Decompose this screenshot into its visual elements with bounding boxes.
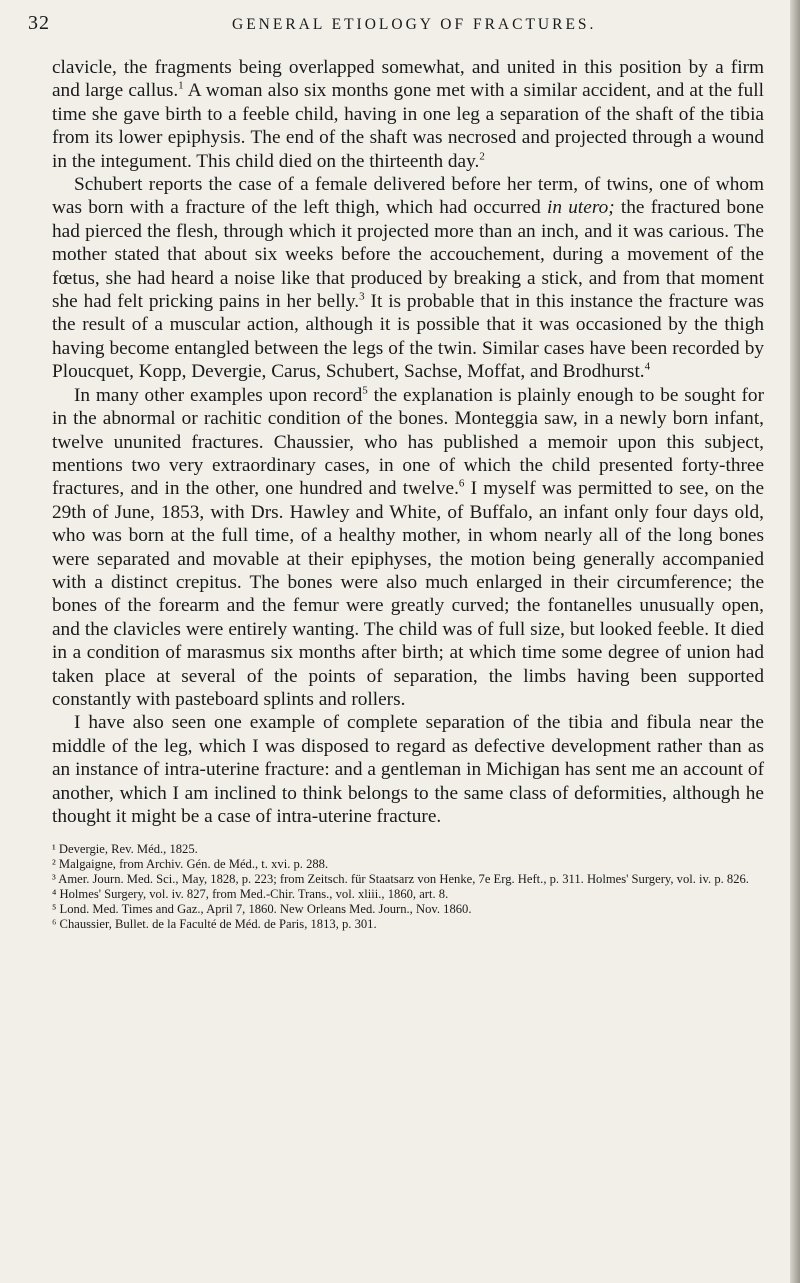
page-number: 32 xyxy=(28,12,50,34)
footnote-marker: 2 xyxy=(479,150,485,163)
footnote: ⁶ Chaussier, Bullet. de la Faculté de Méd. de Paris, 1813, p. 301. xyxy=(52,917,377,932)
paragraph: Schubert reports the case of a female delivered before her term, of twins, one of whom was born with a fracture of the left thigh, which had occurred in utero; the fractured bone had pierced the flesh, through which it projected more than an inch, and it was carious. The mother stated that about six weeks before the accouchement, during a movement of the fœtus, she had heard a noise like that produced by breaking a stick, and from that moment she had felt pricking pains in her belly.$^3$ It is probable that in this instance the fracture was the result of a muscular action, although it is possible that it was occasioned by the thigh having become entangled between the legs of the twin. Similar cases have been recorded by Ploucquet, Kopp, Devergie, Carus, Schubert, Sachse, Moffat, and Brodhurst.$^4$ xyxy=(52,174,765,383)
footnotes xyxy=(52,842,764,932)
footnote-marker: 4 xyxy=(644,360,651,373)
paragraph: In many other examples upon record$^5$ the explanation is plainly enough to be sought for in the abnormal or rachitic condition of the bones. Monteggia saw, in a newly born infant, twelve ununited fractures. Chaussier, who has published a memoir upon this subject, mentions two very extraordinary cases, in one of which the child presented forty-three fractures, and in the other, one hundred and twelve.$^6$ I myself was permitted to see, on the 29th of June, 1853, with Drs. Hawley and White, of Buffalo, an infant only four days old, who was born at the full time, of a healthy mother, in whom nearly all of the long bones were separated and movable at their epiphyses, the motion being generally accompanied with a distinct crepitus. The bones were also much enlarged in their circumference; the bones of the forearm and the femur were greatly curved; the fontanelles unusually open, and the clavicles were entirely wanting. The child was of full size, but looked feeble. It died in a condition of marasmus six months after birth; at which time some degree of union had taken place at several of the points of separation, the limbs having been supported constantly with pasteboard splints and rollers. xyxy=(52,384,764,710)
footnote-marker: 3 xyxy=(359,290,365,303)
page-header xyxy=(28,10,764,56)
footnote-marker: 6 xyxy=(458,477,465,490)
footnote-marker: 5 xyxy=(362,384,368,397)
paragraph: I have also seen one example of complete separation of the tibia and fibula near the middle of the leg, which I was disposed to regard as defective development rather than as an instance of intra-uterine fracture: and a gentleman in Michigan has sent me an account of another, which I am inclined to think belongs to the same class of deformities, although he thought it might be a case of intra-uterine fracture. xyxy=(52,712,764,827)
running-title: GENERAL ETIOLOGY OF FRACTURES. xyxy=(232,16,597,33)
footnote: ⁴ Holmes' Surgery, vol. iv. 827, from Med.-Chir. Trans., vol. xliii., 1860, art. 8. xyxy=(52,887,449,902)
footnote: ¹ Devergie, Rev. Méd., 1825. xyxy=(52,842,198,857)
page-edge-shadow xyxy=(790,0,800,1283)
footnote-marker: 1 xyxy=(178,79,184,92)
body-text xyxy=(52,56,764,828)
book-page xyxy=(28,10,765,932)
paragraph: clavicle, the fragments being overlapped somewhat, and united in this position by a firm and large callus.$^1$ A woman also six months gone met with a similar accident, and at the full time she gave birth to a feeble child, having in one leg a separation of the shaft of the tibia from its lower epiphysis. The end of the shaft was necrosed and projected through a wound in the integument. This child died on the thirteenth day.$^2$ xyxy=(52,57,764,172)
footnote: ² Malgaigne, from Archiv. Gén. de Méd., t. xvi. p. 288. xyxy=(52,857,329,872)
italic-text: in utero; xyxy=(547,197,615,219)
footnote: ³ Amer. Journ. Med. Sci., May, 1828, p. 223; from Zeitsch. für Staatsarz von Henke, 7e Erg. Heft., p. 311. Holmes' Surgery, vol. iv. p. 826. xyxy=(52,872,749,887)
footnote: ⁵ Lond. Med. Times and Gaz., April 7, 1860. New Orleans Med. Journ., Nov. 1860. xyxy=(52,902,472,917)
